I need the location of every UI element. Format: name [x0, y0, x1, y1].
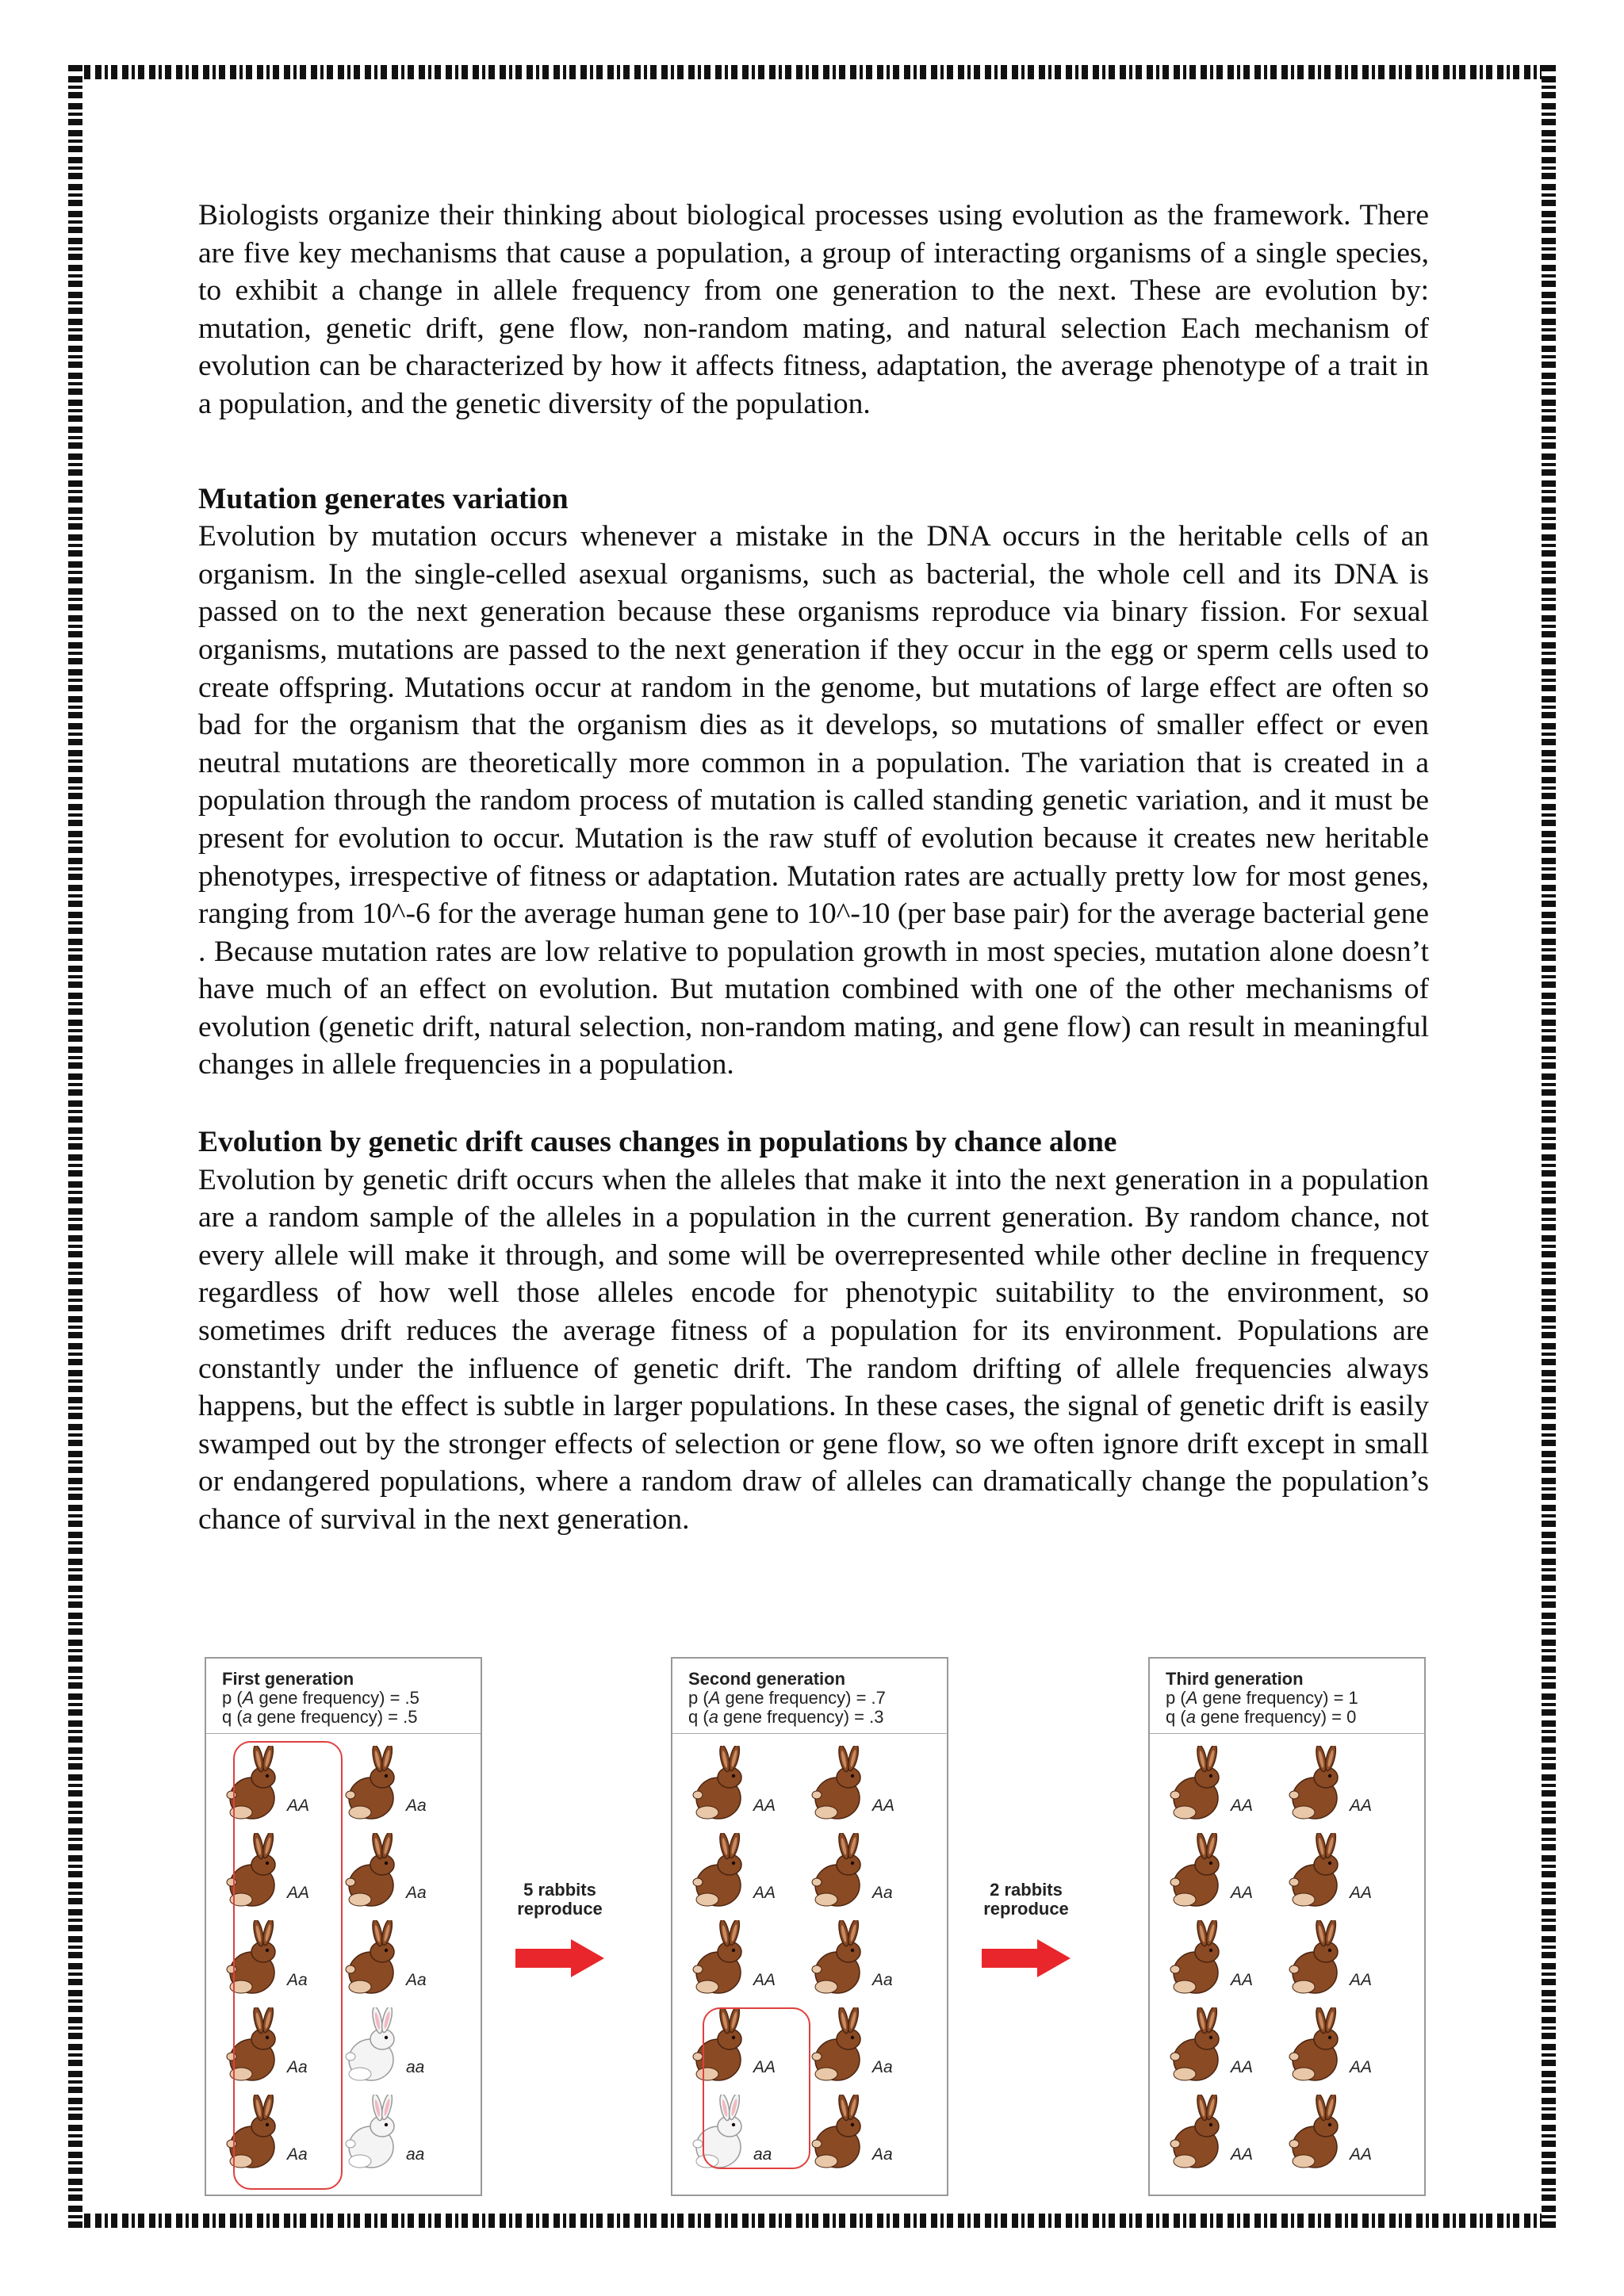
reproducing-selection-box	[233, 1741, 343, 2190]
rabbit-item	[1167, 1833, 1286, 1917]
rabbit-item	[1167, 2007, 1286, 2091]
rabbit-item	[809, 2007, 928, 2091]
genotype-label: AA	[287, 1797, 310, 1815]
rabbit-item	[343, 2007, 462, 2091]
genotype-label: Aa	[406, 1884, 427, 1902]
panel-first-generation	[205, 1657, 482, 2196]
panel-second-generation	[671, 1657, 948, 2196]
panel-title: Third generation	[1166, 1669, 1304, 1689]
genotype-label: aa	[753, 2145, 772, 2164]
genotype-label: AA	[753, 1884, 776, 1902]
right-arrow-icon	[515, 1939, 604, 1977]
genotype-label: AA	[1350, 1971, 1373, 1989]
genotype-label: Aa	[287, 2058, 308, 2076]
rabbit-item	[343, 2095, 462, 2179]
section-heading-genetic-drift: Evolution by genetic drift causes changes in populations by chance alone	[198, 1126, 1117, 1159]
document-body	[198, 197, 1429, 1539]
rabbit-item	[1167, 1746, 1286, 1830]
genotype-label: AA	[872, 1797, 895, 1815]
genotype-label: AA	[1231, 2145, 1254, 2164]
section-heading-mutation: Mutation generates variation	[198, 482, 569, 515]
panel-third-generation	[1148, 1657, 1426, 2196]
panel-title: First generation	[222, 1669, 354, 1689]
reproducing-selection-box	[703, 2007, 810, 2169]
genotype-label: AA	[1350, 2145, 1373, 2164]
rabbit-item	[809, 1746, 928, 1830]
page-border-bottom	[68, 2214, 1556, 2228]
genotype-label: AA	[287, 1884, 310, 1902]
rabbit-item	[343, 1746, 462, 1830]
arrow-label-line2: reproduce	[983, 1899, 1069, 1919]
genotype-label: AA	[1350, 2058, 1373, 2076]
intro-paragraph: Biologists organize their thinking about biological processes using evolution as the framework. There are five key mechanisms that cause a population, a group of interacting organisms of a single species, to exhibit a change in allele frequency from one generation to the next. These are evolution by: mutation, genetic drift, gene flow, non-random mating, and natural selection Each mechanism of evolution can be characterized by how it affects fitness, adaptation, the average phenotype of a trait in a population, and the genetic diversity of the population.	[198, 199, 1429, 420]
genotype-label: AA	[1231, 1797, 1254, 1815]
genotype-label: Aa	[406, 1971, 427, 1989]
p-frequency: p (A gene frequency) = .5	[222, 1688, 419, 1708]
reproduce-arrow-2	[971, 1881, 1082, 1977]
genotype-label: Aa	[872, 1884, 893, 1902]
genotype-label: AA	[753, 1797, 776, 1815]
genetic-drift-figure	[205, 1657, 1426, 2199]
genotype-label: aa	[406, 2145, 425, 2164]
rabbit-item	[690, 1746, 809, 1830]
genotype-label: AA	[753, 2058, 776, 2076]
genotype-label: Aa	[287, 2145, 308, 2164]
rabbit-item	[343, 1833, 462, 1917]
genotype-label: AA	[753, 1971, 776, 1989]
genotype-label: Aa	[406, 1797, 427, 1815]
rabbit-item	[1286, 2007, 1405, 2091]
panel-title: Second generation	[688, 1669, 846, 1689]
genotype-label: AA	[1350, 1884, 1373, 1902]
page-border-left	[68, 65, 82, 2228]
rabbit-item	[1286, 1833, 1405, 1917]
genotype-label: Aa	[287, 1971, 308, 1989]
p-frequency: p (A gene frequency) = 1	[1166, 1688, 1358, 1708]
rabbit-item	[690, 1833, 809, 1917]
rabbit-item	[1167, 2095, 1286, 2179]
p-frequency: p (A gene frequency) = .7	[688, 1688, 886, 1708]
arrow-label-line1: 5 rabbits	[523, 1880, 596, 1900]
page-border-right	[1542, 65, 1556, 2228]
genotype-label: Aa	[872, 2145, 893, 2164]
genotype-label: Aa	[872, 1971, 893, 1989]
rabbit-item	[809, 1920, 928, 2004]
page-border-top	[68, 65, 1556, 79]
genotype-label: Aa	[872, 2058, 893, 2076]
rabbit-item	[1167, 1920, 1286, 2004]
genotype-label: AA	[1231, 2058, 1254, 2076]
rabbit-item	[809, 1833, 928, 1917]
q-frequency: q (a gene frequency) = 0	[1166, 1707, 1357, 1727]
arrow-label-line2: reproduce	[517, 1899, 603, 1919]
rabbit-item	[1286, 2095, 1405, 2179]
rabbit-item	[343, 1920, 462, 2004]
section-body-genetic-drift: Evolution by genetic drift occurs when the alleles that make it into the next generation in a population are a random sample of the alleles in a population in the current generation. By random chance, not every allele will make it through, and some will be overrepresented while other decline in frequency regardless of how well those alleles encode for phenotypic suitability to the environment, so sometimes drift reduces the average fitness of a population for its environment. Populations are constantly under the influence of genetic drift. The random drifting of allele frequencies always happens, but the effect is subtle in larger populations. In these cases, the signal of genetic drift is easily swamped out by the stronger effects of selection or gene flow, so we often ignore drift except in small or endangered populations, where a random draw of alleles can dramatically change the population’s chance of survival in the next generation.	[198, 1163, 1429, 1536]
genotype-label: AA	[1231, 1971, 1254, 1989]
rabbit-item	[809, 2095, 928, 2179]
genotype-label: AA	[1350, 1797, 1373, 1815]
rabbit-item	[690, 1920, 809, 2004]
section-body-mutation: Evolution by mutation occurs whenever a mistake in the DNA occurs in the heritable cells of an organism. In the single-celled asexual organisms, such as bacterial, the whole cell and its DNA is passed on to the next generation because these organisms reproduce via binary fission. For sexual organisms, mutations are passed to the next generation if they occur in the egg or sperm cells used to create offspring. Mutations occur at random in the genome, but mutations of large effect are often so bad for the organism that the organism dies as it develops, so mutations of smaller effect or even neutral mutations are theoretically more common in a population. The variation that is created in a population through the random process of mutation is called standing genetic variation, and it must be present for evolution to occur. Mutation is the raw stuff of evolution because it creates new heritable phenotypes, irrespective of fitness or adaptation. Mutation rates are actually pretty low for most genes, ranging from 10^-6 for the average human gene to 10^-10 (per base pair) for the average bacterial gene . Because mutation rates are low relative to population growth in most species, mutation alone doesn’t have much of an effect on evolution. But mutation combined with one of the other mechanisms of evolution (genetic drift, natural selection, non-random mating, and gene flow) can result in meaningful changes in allele frequencies in a population.	[198, 520, 1429, 1081]
q-frequency: q (a gene frequency) = .5	[222, 1707, 418, 1727]
rabbit-item	[1286, 1746, 1405, 1830]
genotype-label: AA	[1231, 1884, 1254, 1902]
right-arrow-icon	[982, 1939, 1071, 1977]
arrow-label-line1: 2 rabbits	[990, 1880, 1063, 1900]
reproduce-arrow-1	[504, 1881, 615, 1977]
q-frequency: q (a gene frequency) = .3	[688, 1707, 884, 1727]
rabbit-item	[1286, 1920, 1405, 2004]
genotype-label: aa	[406, 2058, 425, 2076]
